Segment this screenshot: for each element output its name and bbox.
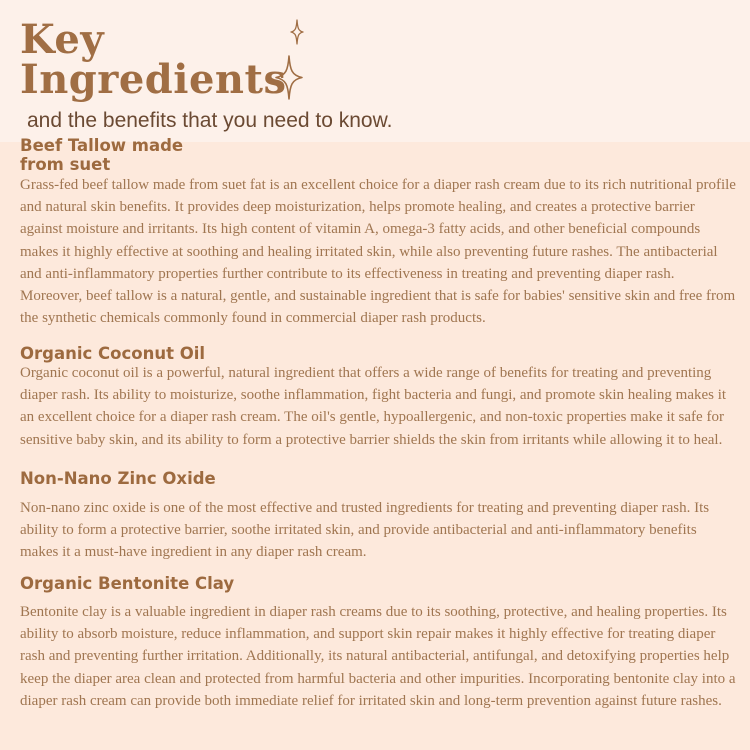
- section-heading-coconut-oil: Organic Coconut Oil: [20, 344, 206, 363]
- page-title-line-2: Ingredients: [20, 56, 287, 103]
- section-body-bentonite-clay: Bentonite clay is a valuable ingredient in diaper rash creams due to its soothing, protective, and healing properties. Its ability to absorb moisture, reduce inflammation, and support skin repair makes it highly effective for treating diaper rash and preventing further irritation. Additionally, its natural antibacterial, antifungal, and detoxifying properties help keep the diaper area clean and protected from harmful bacteria and other impurities. Incorporating bentonite clay into a diaper rash cream can provide both immediate relief for irritated skin and long-term prevention against future rashes.: [20, 604, 736, 709]
- section-heading-bentonite-clay: Organic Bentonite Clay: [20, 574, 235, 593]
- page-subtitle: and the benefits that you need to know.: [27, 109, 393, 132]
- section-body-beef-tallow: Grass-fed beef tallow made from suet fat is an excellent choice for a diaper rash cream due to its rich nutritional profile and natural skin benefits. It provides deep moisturization, helps promote healing, and creates a protective barrier against moisture and irritants. Its high content of vitamin A, omega-3 fatty acids, and other beneficial compounds makes it highly effective at soothing and healing irritated skin, while also preventing future rashes. The antibacterial and anti-inflammatory properties further contribute to its effectiveness in treating and preventing diaper rash. Moreover, beef tallow is a natural, gentle, and sustainable ingredient that is safe for babies' sensitive skin and free from the synthetic chemicals commonly found in commercial diaper rash products.: [20, 177, 736, 327]
- section-body-zinc-oxide: Non-nano zinc oxide is one of the most effective and trusted ingredients for treating and preventing diaper rash. Its ability to form a protective barrier, soothe irritated skin, and provide antibacterial and anti-inflammatory benefits makes it a must-have ingredient in any diaper rash cream.: [20, 500, 710, 561]
- section-heading-zinc-oxide: Non-Nano Zinc Oxide: [20, 469, 216, 488]
- section-body-coconut-oil: Organic coconut oil is a powerful, natural ingredient that offers a wide range of benefits for treating and preventing diaper rash. Its ability to moisturize, soothe inflammation, fight bacteria and fungi, and promote skin healing makes it an excellent choice for a diaper rash cream. The oil's gentle, hypoallergenic, and non-toxic properties make it safe for sensitive baby skin, and its ability to form a protective barrier shields the skin from irritants while allowing it to heal.: [20, 365, 727, 448]
- section-heading-beef-tallow: Beef Tallow made from suet: [20, 136, 184, 174]
- page-title-line-1: Key: [20, 16, 105, 63]
- sparkle-icon: [275, 55, 303, 100]
- sparkle-icon: [290, 19, 304, 45]
